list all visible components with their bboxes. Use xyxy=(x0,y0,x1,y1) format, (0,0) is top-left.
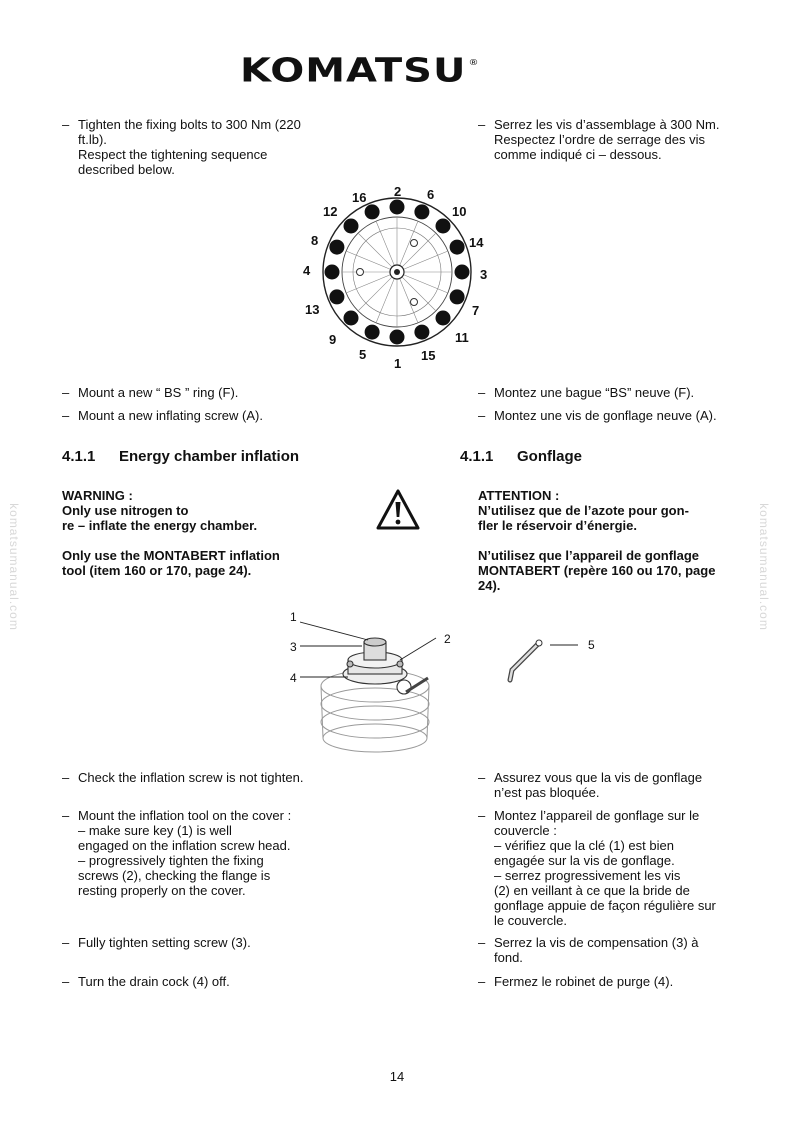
bolt-label-11: 11 xyxy=(455,330,469,345)
right-mount-screw: – Montez une vis de gonflage neuve (A). xyxy=(478,408,717,423)
bolt-label-3: 3 xyxy=(480,267,488,282)
figure-label-5: 5 xyxy=(588,638,595,652)
bolt-dot xyxy=(436,311,451,326)
section-number: 4.1.1 xyxy=(460,448,494,465)
bolt-label-9: 9 xyxy=(329,332,337,347)
bolt-label-16: 16 xyxy=(352,190,367,205)
watermark-left: komatsumanual.com xyxy=(6,503,21,631)
left-drain-cock: – Turn the drain cock (4) off. xyxy=(62,974,230,989)
figure-label-4: 4 xyxy=(290,671,297,685)
left-warning: WARNING : Only use nitrogen to re – inflate the energy chamber. Only use the MONTABERT inflation tool (item 160 or 170, page 24). xyxy=(62,488,280,578)
bolt-label-8: 8 xyxy=(311,233,319,248)
bolt-label-15: 15 xyxy=(421,348,436,363)
section-title: Energy chamber inflation xyxy=(119,448,300,465)
bolt-dot xyxy=(365,325,380,340)
left-mount-screw: – Mount a new inflating screw (A). xyxy=(62,408,263,423)
right-mount-ring: – Montez une bague “BS” neuve (F). xyxy=(478,385,695,400)
bolt-label-10: 10 xyxy=(452,204,467,219)
bolt-label-5: 5 xyxy=(359,347,367,362)
bolt-dot xyxy=(325,265,340,280)
figure-label-3: 3 xyxy=(290,640,297,654)
left-tighten-bolts: – Tighten the fixing bolts to 300 Nm (220 ft.lb). Respect the tightening sequence described below. xyxy=(62,117,301,177)
bolt-dot xyxy=(365,204,380,219)
left-fully-tighten: – Fully tighten setting screw (3). xyxy=(62,935,251,950)
bolt-dot xyxy=(450,240,465,255)
bolt-dot xyxy=(450,289,465,304)
bolt-dot xyxy=(390,200,405,215)
inflation-tool-figure xyxy=(300,612,460,762)
watermark-right: komatsumanual.com xyxy=(756,503,771,631)
bolt-label-4: 4 xyxy=(303,263,311,278)
section-number: 4.1.1 xyxy=(62,448,96,465)
bolt-dot xyxy=(455,265,470,280)
bolt-dot xyxy=(414,325,429,340)
right-fully-tighten: – Serrez la vis de compensation (3) à fond. xyxy=(478,935,699,965)
left-mount-ring: – Mount a new “ BS ” ring (F). xyxy=(62,385,239,400)
bolt-dot xyxy=(329,289,344,304)
right-section-heading xyxy=(460,448,583,465)
figure-label-1: 1 xyxy=(290,610,297,624)
bolt-label-6: 6 xyxy=(427,187,435,202)
warning-triangle-icon xyxy=(376,488,420,532)
page-number: 14 xyxy=(389,1069,405,1084)
section-title: Gonflage xyxy=(517,448,583,465)
bolt-dot xyxy=(344,219,359,234)
right-tighten-bolts: – Serrez les vis d’assemblage à 300 Nm. Respectez l’ordre de serrage des vis comme indiqué ci – dessous. xyxy=(478,117,720,162)
bolt-label-1: 1 xyxy=(394,356,402,371)
bolt-dot xyxy=(344,311,359,326)
right-warning: ATTENTION : N’utilisez que de l’azote pour gon- fler le réservoir d’énergie. N’utilisez que l’appareil de gonflage MONTABERT (repère 160 ou 170, page 24). xyxy=(478,488,716,593)
left-mount-tool: – Mount the inflation tool on the cover : – make sure key (1) is well engaged on the inflation screw head. – progressively tighten the fixing screws (2), checking the flange is resting properly on the cover. xyxy=(62,808,292,898)
right-drain-cock: – Fermez le robinet de purge (4). xyxy=(478,974,674,989)
komatsu-logo: KOMATSU ® xyxy=(240,52,480,90)
figure-label-2: 2 xyxy=(444,632,451,646)
bolt-dot xyxy=(414,204,429,219)
bolt-label-14: 14 xyxy=(469,235,484,250)
bolt-label-13: 13 xyxy=(305,302,320,317)
right-mount-tool: – Montez l’appareil de gonflage sur le couvercle : – vérifiez que la clé (1) est bien engagée sur la vis de gonflage. – serrez progressivement les vis (2) en veillant à ce que la bride de gonflage appuie de façon régulière sur le couvercle. xyxy=(478,808,716,928)
key-tool-figure xyxy=(498,636,580,686)
right-check-screw: – Assurez vous que la vis de gonflage n’est pas bloquée. xyxy=(478,770,703,800)
bolt-label-7: 7 xyxy=(472,303,480,318)
left-check-screw: – Check the inflation screw is not tighten. xyxy=(62,770,304,785)
bolt-label-12: 12 xyxy=(323,204,338,219)
bolt-dot xyxy=(390,330,405,345)
bolt-dot xyxy=(436,219,451,234)
bolt-dot xyxy=(329,240,344,255)
bolt-label-2: 2 xyxy=(394,184,402,199)
left-section-heading xyxy=(62,448,300,465)
